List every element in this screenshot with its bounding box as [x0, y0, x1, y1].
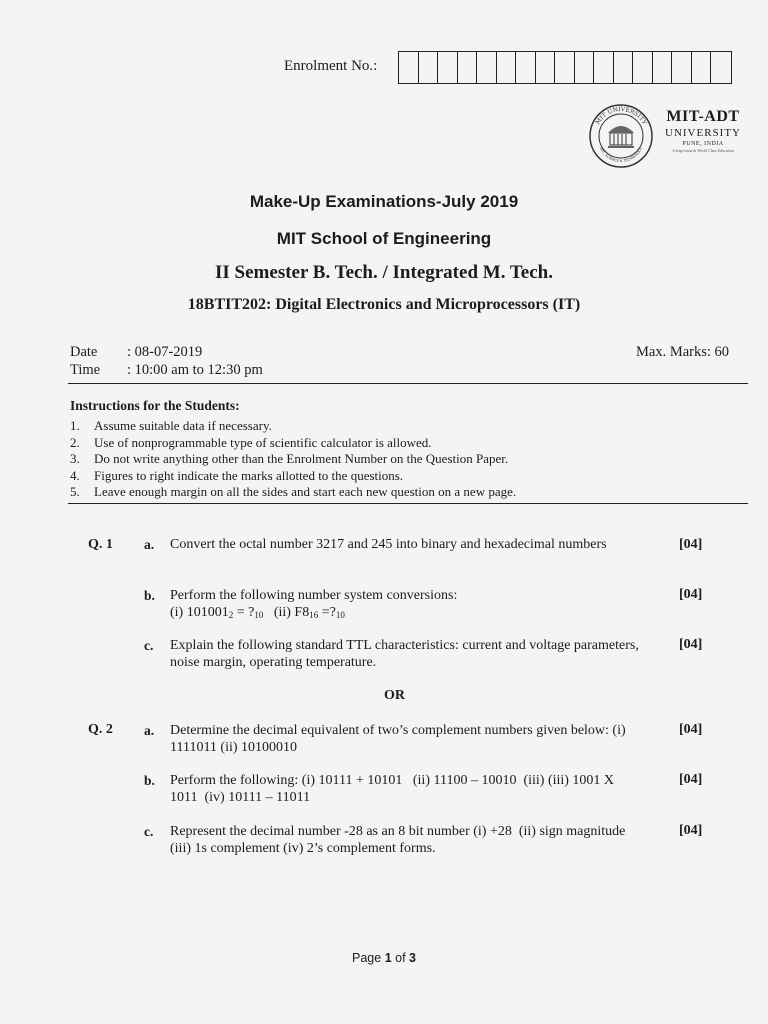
or-separator: OR	[384, 688, 405, 703]
enrolment-digit-box[interactable]	[711, 52, 731, 83]
school-name: MIT School of Engineering	[276, 229, 492, 248]
university-seal-logo	[588, 103, 654, 169]
instruction-item: 2. Use of nonprogrammable type of scientific calculator is allowed.	[70, 434, 432, 450]
divider	[68, 383, 748, 384]
q1c-marks: [04]	[679, 637, 703, 652]
enrolment-digit-box[interactable]	[458, 52, 478, 83]
q1a-marks: [04]	[679, 537, 703, 552]
instructions-heading: Instructions for the Students:	[70, 398, 240, 413]
university-city: PUNE, INDIA	[682, 141, 724, 147]
enrolment-digit-box[interactable]	[399, 52, 419, 83]
divider	[68, 503, 748, 504]
enrolment-digit-box[interactable]	[672, 52, 692, 83]
q2a-text: Determine the decimal equivalent of two’s complement numbers given below: (i) 1111011 (ii) 10100010	[170, 723, 626, 755]
enrolment-digit-box[interactable]	[438, 52, 458, 83]
enrolment-number-boxes[interactable]	[398, 51, 732, 84]
q2b-label: b.	[144, 773, 155, 788]
q1a-label: a.	[144, 537, 155, 552]
q2b-marks: [04]	[679, 772, 703, 787]
page-number: 1	[384, 951, 392, 965]
instruction-item: 4. Figures to right indicate the marks allotted to the questions.	[70, 467, 404, 483]
enrolment-digit-box[interactable]	[653, 52, 673, 83]
enrolment-digit-box[interactable]	[497, 52, 517, 83]
exam-title: Make-Up Examinations-July 2019	[249, 192, 519, 211]
q1a-text: Convert the octal number 3217 and 245 into binary and hexadecimal numbers	[170, 537, 607, 552]
page-footer: Page 1 of 3	[352, 951, 416, 965]
enrolment-digit-box[interactable]	[536, 52, 556, 83]
time-value: : 10:00 am to 12:30 pm	[127, 362, 263, 378]
instruction-item: 5. Leave enough margin on all the sides and start each new question on a new page.	[70, 484, 517, 499]
enrolment-digit-box[interactable]	[419, 52, 439, 83]
page-total: 3	[409, 951, 416, 965]
seal-subtext: ART, SCIENCE & TECHNOLOGY	[598, 146, 644, 164]
q1c-text: Explain the following standard TTL characteristics: current and voltage parameters, noise margin, operating temperature.	[170, 638, 639, 670]
q2a-marks: [04]	[679, 722, 703, 737]
q2c-marks: [04]	[679, 823, 703, 838]
university-name: MIT-ADT	[666, 108, 740, 125]
enrolment-label: Enrolment No.:	[284, 58, 378, 74]
enrolment-digit-box[interactable]	[555, 52, 575, 83]
university-subtitle: UNIVERSITY	[665, 127, 741, 139]
seal-text: MIT UNIVERSITY	[594, 105, 648, 126]
enrolment-digit-box[interactable]	[575, 52, 595, 83]
university-brand	[660, 108, 746, 153]
q2c-label: c.	[144, 824, 154, 839]
enrolment-digit-box[interactable]	[516, 52, 536, 83]
q1b-text: Perform the following number system conversions: (i) $101001_2$ = $?_{10}$ (ii) $F8_{16}$ $=?_{10}$	[170, 588, 458, 620]
instructions-list	[70, 418, 516, 501]
instruction-item: 3. Do not write anything other than the Enrolment Number on the Question Paper.	[70, 451, 509, 466]
time-label: Time	[70, 362, 101, 378]
enrolment-digit-box[interactable]	[614, 52, 634, 83]
enrolment-digit-box[interactable]	[594, 52, 614, 83]
program-name: II Semester B. Tech. / Integrated M. Tech.	[215, 262, 553, 283]
instruction-item: 1. Assume suitable data if necessary.	[70, 418, 272, 433]
max-marks: Max. Marks: 60	[636, 344, 730, 360]
question-2-label: Q. 2	[88, 722, 113, 737]
q1b-marks: [04]	[679, 587, 703, 602]
enrolment-digit-box[interactable]	[692, 52, 712, 83]
question-1-label: Q. 1	[88, 537, 113, 552]
enrolment-digit-box[interactable]	[477, 52, 497, 83]
q2a-label: a.	[144, 723, 155, 738]
date-label: Date	[70, 344, 98, 360]
q2b-text: Perform the following: (i) 10111 + 10101 (ii) 11100 – 10010 (iii) (iii) 1001 X 1011 (iv) 10111 – 11011	[170, 773, 618, 805]
course-title: 18BTIT202: Digital Electronics and Microprocessors (IT)	[187, 296, 581, 313]
enrolment-digit-box[interactable]	[633, 52, 653, 83]
q1b-label: b.	[144, 588, 155, 603]
university-tagline: A leap towards World Class Education	[672, 148, 734, 153]
q2c-text: Represent the decimal number -28 as an 8 bit number (i) +28 (ii) sign magnitude (iii) 1s complement (iv) 2’s complement forms.	[170, 824, 636, 856]
date-value: : 08-07-2019	[127, 344, 203, 360]
svg-text:ART, SCIENCE & TECHNOLOGY	[599, 146, 644, 163]
q1c-label: c.	[144, 638, 154, 653]
